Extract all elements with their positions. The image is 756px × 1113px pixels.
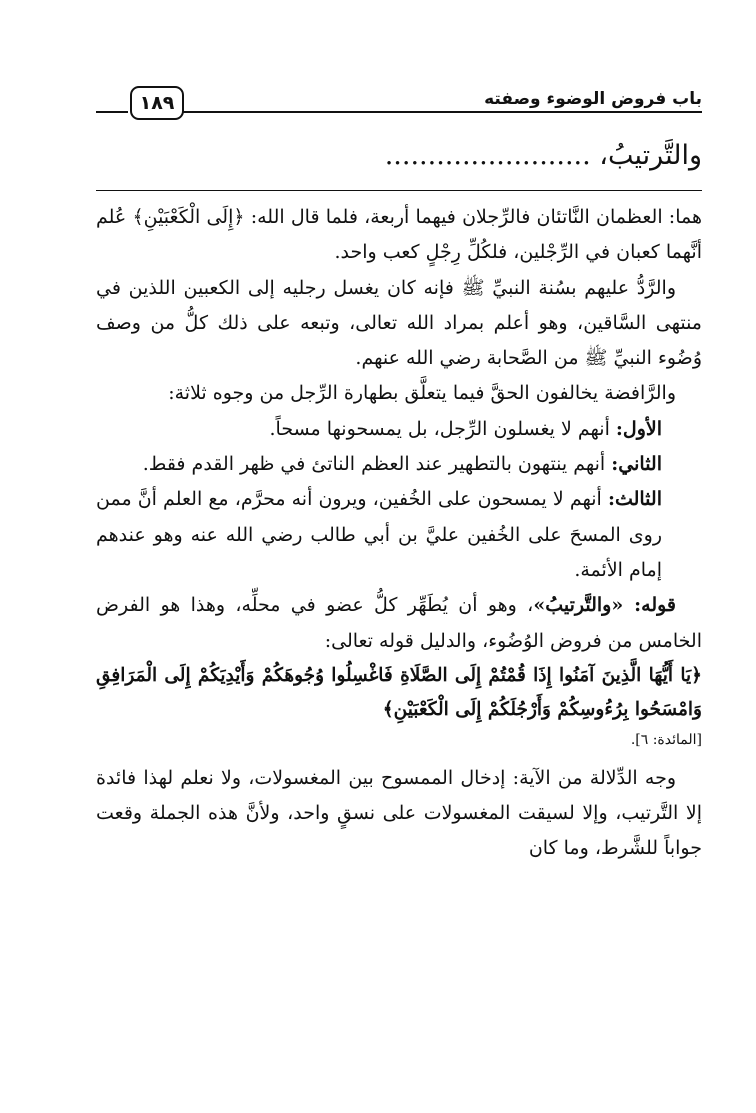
- quran-verse: ﴿يَا أَيُّهَا الَّذِينَ آمَنُوا إِذَا قُمْتُمْ إِلَى الصَّلَاةِ فَاغْسِلُوا وُجُوهَكُمْ وَأَيْدِيَكُمْ إِلَى الْمَرَافِقِ وَامْسَحُوا بِرُءُوسِكُمْ وَأَرْجُلَكُمْ إِلَى الْكَعْبَيْنِ﴾: [96, 664, 702, 720]
- qawluh-text: ، وهو أن يُطَهِّر كلُّ عضو في محلِّه، وهذا هو الفرض الخامس من فروض الوُضُوء، والدليل قوله تعالى:: [96, 594, 702, 652]
- paragraph-rafida: والرَّافضة يخالفون الحقَّ فيما يتعلَّق بطهارة الرِّجل من وجوه ثلاثة:: [168, 382, 676, 405]
- header-rule-left: [96, 111, 128, 113]
- qawluh-label: قوله: «والتَّرتيبُ»: [533, 594, 676, 617]
- point-first-text: أنهم لا يغسلون الرِّجل، بل يمسحونها مسحاً.: [269, 417, 610, 440]
- page-header: [96, 86, 702, 120]
- point-first-label: الأول:: [615, 417, 662, 440]
- quran-reference: [المائدة: ٦].: [630, 731, 702, 748]
- paragraph-rebuttal: والرَّدُّ عليهم بسُنة النبيِّ ﷺ فإنه كان يغسل رجليه إلى الكعبين اللذين في منتهى السَّاقين، وهو أعلم بمراد الله تعالى، وتبعه على ذلك كلُّ من وصف وُضُوء النبيِّ ﷺ من الصَّحابة رضي الله عنهم.: [96, 276, 702, 370]
- point-second-text: أنهم ينتهون بالتطهير عند العظم الناتئ في ظهر القدم فقط.: [142, 453, 606, 476]
- point-first: [96, 412, 702, 447]
- section-divider: [96, 190, 702, 191]
- paragraph-gap: [96, 753, 702, 761]
- matn-text: والتَّرتيبُ،: [599, 140, 702, 171]
- point-second: [96, 447, 702, 482]
- header-rule: [182, 111, 702, 113]
- point-third-text: أنهم لا يمسحون على الخُفين، ويرون أنه محرَّم، مع العلم أنَّ ممن روى المسحَ على الخُفين عليَّ بن أبي طالب رضي الله عنه وهو عندهم إمام الأئمة.: [96, 488, 662, 581]
- point-third: [96, 482, 702, 588]
- paragraph-kaabain: هما: العظمان النَّاتئان فالرِّجلان فيهما أربعة، فلما قال الله: ﴿إِلَى الْكَعْبَيْنِ﴾ عُلم أنَّهما كعبان في الرِّجْلين، فلكُلِّ رِجْلٍ كعب واحد.: [96, 206, 702, 264]
- page-number: ١٨٩: [130, 86, 184, 120]
- paragraph-dalala: وجه الدِّلالة من الآية: إدخال الممسوح بين المغسولات، ولا نعلم لهذا فائدة إلا التَّرتيب، وإلا لسيقت المغسولات على نسقٍ واحد، ولأنَّ هذه الجملة وقعت جواباً للشَّرط، وما كان: [96, 766, 702, 860]
- matn-line: [96, 136, 702, 176]
- commentary-body: [96, 200, 702, 1040]
- point-third-label: الثالث:: [607, 488, 662, 511]
- paragraph-tartib: [96, 588, 702, 659]
- matn-dots: ........................: [384, 140, 591, 171]
- point-second-label: الثاني:: [611, 453, 662, 476]
- chapter-title: باب فروض الوضوء وصفته: [484, 89, 702, 109]
